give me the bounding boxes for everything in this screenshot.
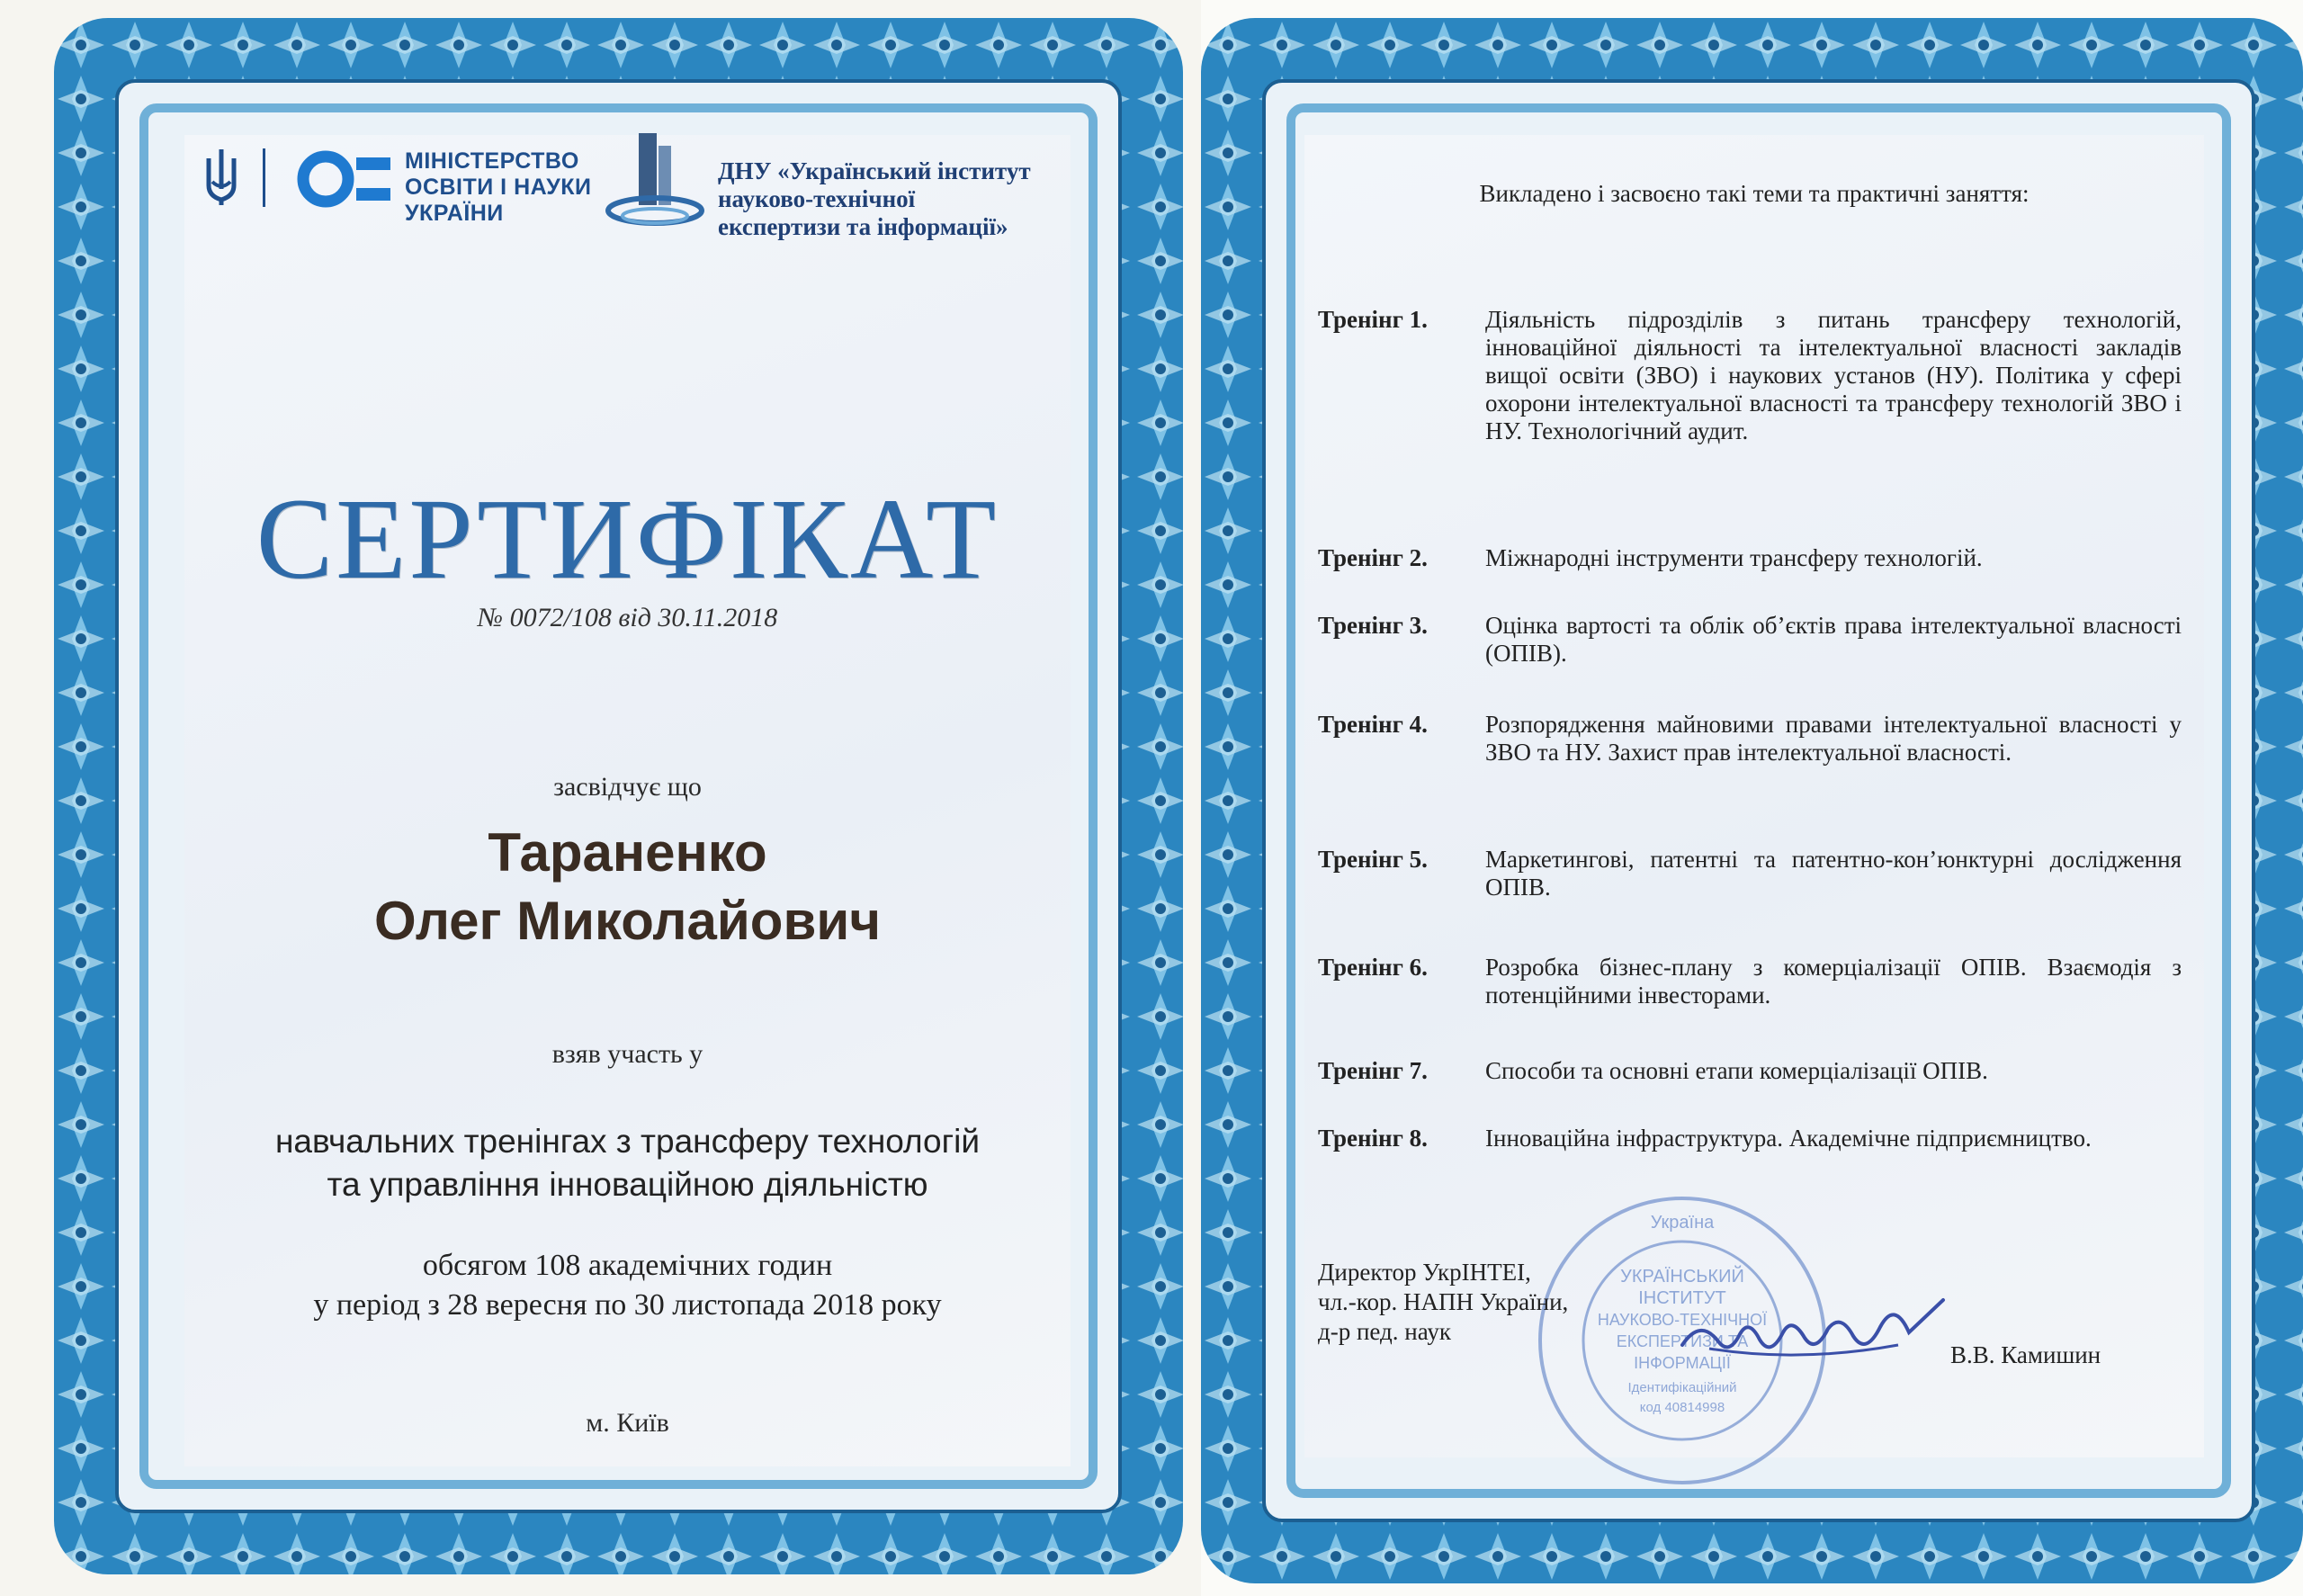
handwritten-signature [1673,1282,1952,1381]
training-item [1318,1125,2182,1188]
city-text: м. Київ [586,1408,669,1438]
certificate-title: СЕРТИФІКАТ [255,475,999,603]
stamp-text: Україна [1650,1213,1715,1233]
training-item [1318,1057,2182,1093]
hours-line: обсягом 108 академічних годин [422,1249,833,1282]
certifies-text: засвідчує що [553,772,702,802]
ministry-name [405,148,592,227]
participated-text: взяв участь у [551,1039,703,1069]
training-description: Оцінка вартості та облік об’єктів права інтелектуальної власності (ОПІВ). [1485,612,2182,667]
topics-heading: Викладено і засвоєно такі теми та практичні заняття: [1479,180,2030,207]
training-item [1318,306,2182,486]
institute-line: ДНУ «Український інститут [718,157,1031,184]
training-item [1318,612,2182,675]
logo-divider [263,148,265,207]
institute-name [718,157,1031,241]
training-description: Міжнародні інструменти трансферу технологій. [1485,544,1983,571]
stamp-text: НАУКОВО-ТЕХНІЧНОЇ [1597,1311,1768,1329]
stamp-text: ІНСТИТУТ [1638,1288,1726,1308]
ministry-line: МІНІСТЕРСТВО [405,148,579,174]
recipient-given-names: Олег Миколайович [373,891,882,951]
training-title-line: навчальних тренінгах з трансферу технологій [274,1123,981,1160]
training-label: Тренінг 4. [1318,711,1428,738]
training-title [184,1120,1071,1206]
training-description: Розробка бізнес-плану з комерціалізації ОПІВ. Взаємодія з потенційними інвесторами. [1485,954,2182,1009]
training-item [1318,544,2182,580]
training-description: Маркетингові, патентні та патентно-кон’юнктурні дослідження ОПІВ. [1485,846,2182,901]
training-item [1318,846,2182,909]
training-title-line: та управління інноваційною діяльністю [327,1166,928,1203]
signer-title-line: д-р пед. наук [1318,1318,1451,1345]
training-description: Способи та основні етапи комерціалізації ОПІВ. [1485,1057,1988,1084]
training-label: Тренінг 3. [1318,612,1428,639]
ministry-line: УКРАЇНИ [405,201,504,226]
recipient-name [184,819,1071,955]
period-line: у період з 28 вересня по 30 листопада 2018 року [313,1288,942,1322]
training-label: Тренінг 5. [1318,846,1428,873]
signer-title [1318,1258,1568,1347]
training-description: Діяльність підрозділів з питань трансферу технологій, інноваційної діяльності та інтелектуальної власності закладів вищої освіти (ЗВО) і наукових установ (НУ). Політика у сфері охорони інтелектуальної власності та трансферу технологій ЗВО і НУ. Технологічний аудит. [1485,306,2182,444]
training-label: Тренінг 2. [1318,544,1428,571]
signer-name: В.В. Камишин [1950,1341,2101,1368]
training-item [1318,711,2182,801]
stamp-text: ІНФОРМАЦІЇ [1634,1354,1731,1372]
training-hours [184,1246,1071,1325]
trident-emblem-icon [200,146,243,209]
ministry-line: ОСВІТИ І НАУКИ [405,175,592,200]
signer-title-line: Директор УкрІНТЕІ, [1318,1259,1531,1286]
training-item [1318,954,2182,1017]
recipient-surname: Тараненко [488,822,767,883]
training-label: Тренінг 8. [1318,1125,1428,1152]
stamp-text: ЕКСПЕРТИЗИ ТА [1616,1332,1749,1350]
training-label: Тренінг 1. [1318,306,1428,333]
institute-logo-icon [605,126,712,234]
training-description: Інноваційна інфраструктура. Академічне підприємництво. [1485,1125,2092,1152]
training-label: Тренінг 6. [1318,954,1428,981]
training-label: Тренінг 7. [1318,1057,1428,1084]
certificate-number: № 0072/108 від 30.11.2018 [477,603,778,632]
training-description: Розпорядження майновими правами інтелектуальної власності у ЗВО та НУ. Захист прав інтелектуальної власності. [1485,711,2182,766]
institute-line: експертизи та інформації» [718,213,1008,240]
signer-title-line: чл.-кор. НАПН України, [1318,1288,1569,1315]
stamp-text: УКРАЇНСЬКИЙ [1620,1267,1744,1287]
stamp-text: код 40814998 [1639,1400,1725,1415]
ministry-logo-icon [297,148,396,210]
institute-line: науково-технічної [718,185,916,212]
stamp-text: Ідентифікаційний [1627,1380,1737,1395]
